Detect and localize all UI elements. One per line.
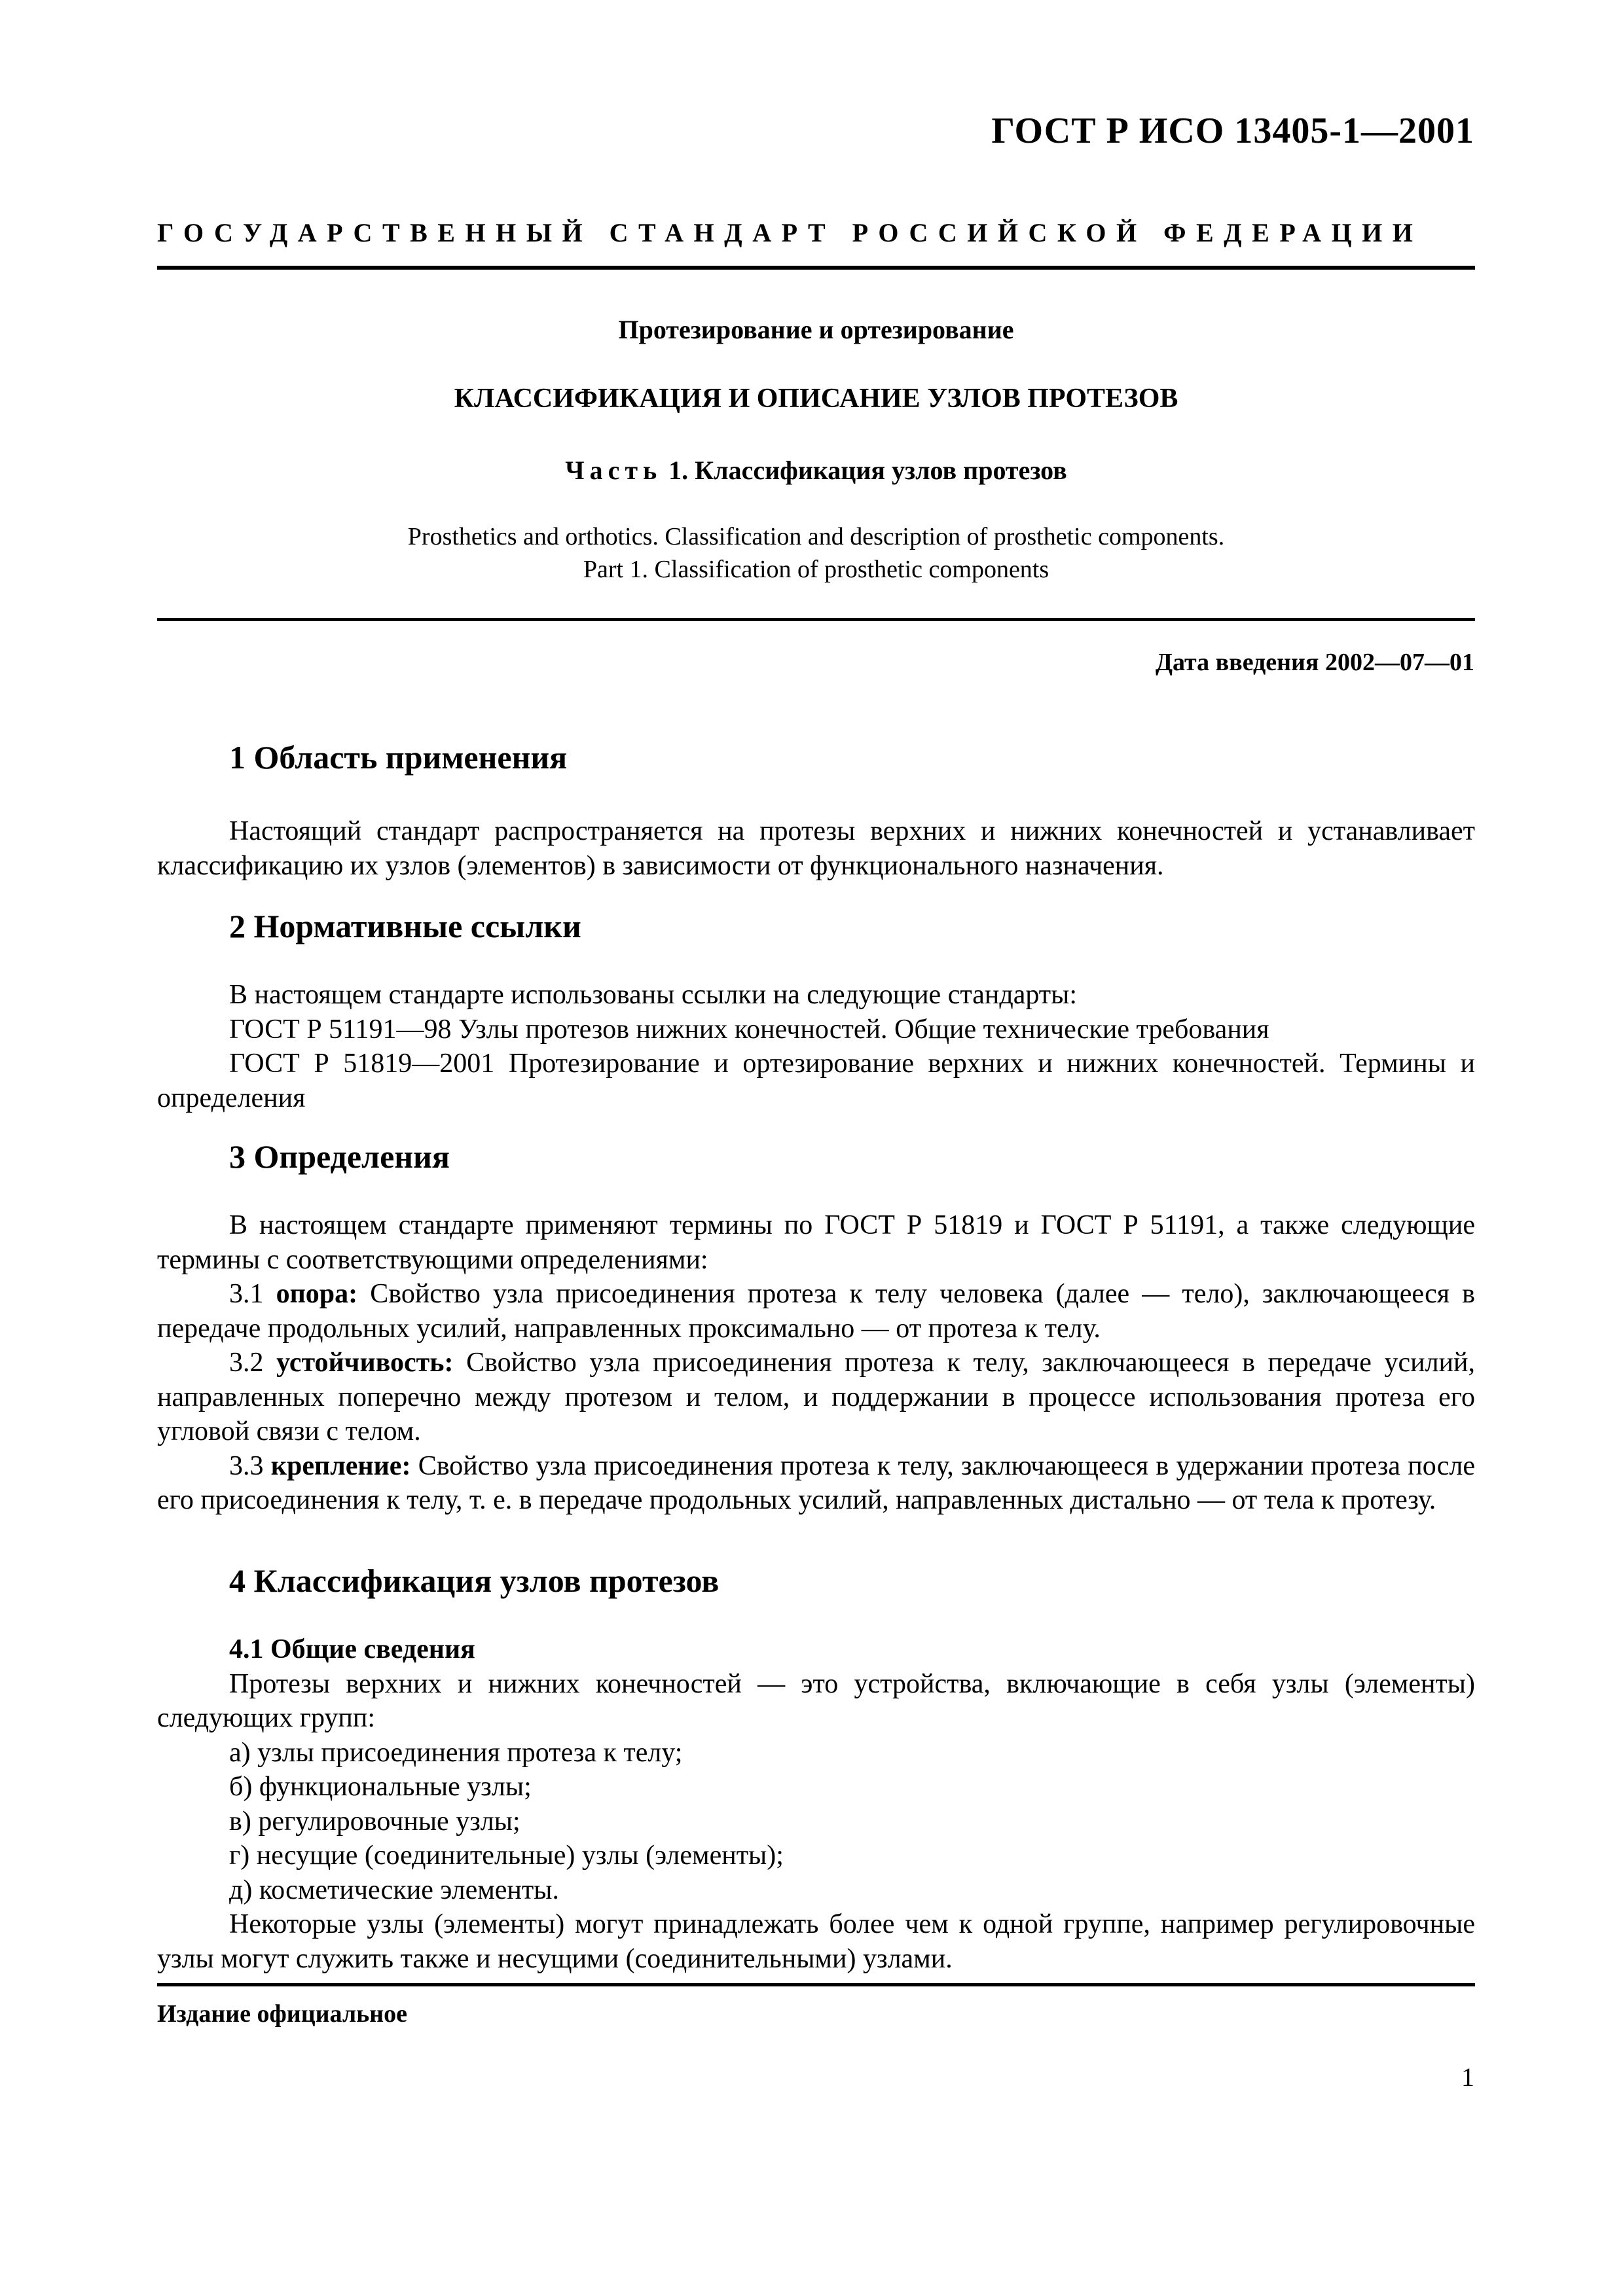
definition-3-2 <box>157 1346 1475 1449</box>
section-3-body <box>157 1208 1475 1518</box>
list-item: в) регулировочные узлы; <box>229 1806 520 1837</box>
definition-3-1-term: опора: <box>276 1279 358 1309</box>
section-4-heading: 4 Классификация узлов протезов <box>229 1562 720 1599</box>
section-4-note: Некоторые узлы (элементы) могут принадлежать более чем к одной группе, например регулировочные узлы могут служить также и несущими (соединительными) узлами. <box>157 1909 1475 1974</box>
document-number: ГОСТ Р ИСО 13405-1—2001 <box>991 111 1474 151</box>
top-rule <box>157 266 1475 270</box>
section-2-heading: 2 Нормативные ссылки <box>229 908 581 944</box>
list-item: г) несущие (соединительные) узлы (элементы); <box>229 1840 784 1871</box>
subject-title: Протезирование и ортезирование <box>618 315 1014 344</box>
introduction-date: Дата введения 2002—07—01 <box>1155 649 1474 676</box>
section-1-body <box>157 814 1475 883</box>
part-title-text: 1. Классификация узлов протезов <box>668 456 1067 485</box>
definition-3-1 <box>157 1277 1475 1346</box>
definition-3-3-term: крепление: <box>270 1450 411 1481</box>
section-2-intro: В настоящем стандарте использованы ссылки на следующие стандарты: <box>229 980 1078 1010</box>
section-4-body <box>157 1632 1475 1976</box>
definition-3-1-text: Свойство узла присоединения протеза к телу человека (далее — тело), заключающееся в передаче продольных усилий, направленных проксимально — от протеза к телу. <box>157 1279 1476 1344</box>
list-item: б) функциональные узлы; <box>229 1772 532 1802</box>
definition-3-3 <box>157 1449 1475 1518</box>
section-2-body <box>157 978 1475 1115</box>
list-item: д) косметические элементы. <box>229 1874 559 1905</box>
page-number: 1 <box>1461 2062 1474 2092</box>
definition-3-3-text: Свойство узла присоединения протеза к телу, заключающееся в удержании протеза после его присоединения к телу, т. е. в передаче продольных усилий, направленных дистально — от тела к протезу. <box>157 1450 1476 1515</box>
english-title-line-1: Prosthetics and orthotics. Classification and description of prosthetic components. <box>407 523 1225 550</box>
footer-rule <box>157 1983 1475 1986</box>
section-4-intro: Протезы верхних и нижних конечностей — это устройства, включающие в себя узлы (элементы) следующих групп: <box>157 1668 1475 1733</box>
subsection-4-1-heading: 4.1 Общие сведения <box>229 1634 475 1664</box>
definition-3-2-term: устойчивость: <box>276 1348 454 1378</box>
definition-3-3-number: 3.3 <box>229 1450 264 1481</box>
definition-3-2-number: 3.2 <box>229 1348 264 1378</box>
reference-2: ГОСТ Р 51819—2001 Протезирование и ортезирование верхних и нижних конечностей. Термины и определения <box>157 1049 1475 1113</box>
title-rule <box>157 618 1475 621</box>
section-3-intro: В настоящем стандарте применяют термины по ГОСТ Р 51819 и ГОСТ Р 51191, а также следующие термины с соответствующими определениями: <box>157 1210 1475 1275</box>
part-word: Часть <box>565 456 663 485</box>
definition-3-1-number: 3.1 <box>229 1279 264 1309</box>
reference-1: ГОСТ Р 51191—98 Узлы протезов нижних конечностей. Общие технические требования <box>229 1014 1269 1045</box>
list-item: а) узлы присоединения протеза к телу; <box>229 1737 683 1768</box>
part-title <box>157 455 1475 486</box>
section-1-text: Настоящий стандарт распространяется на протезы верхних и нижних конечностей и устанавливает классификацию их узлов (элементов) в зависимости от функционального назначения. <box>157 816 1475 881</box>
english-title <box>157 520 1475 586</box>
english-title-line-2: Part 1. Classification of prosthetic components <box>583 556 1049 583</box>
definition-3-2-text: Свойство узла присоединения протеза к телу, заключающееся в передаче усилий, направленных поперечно между протезом и телом, и поддержании в процессе использования протеза его угловой связи с телом. <box>157 1348 1476 1446</box>
main-title: КЛАССИФИКАЦИЯ И ОПИСАНИЕ УЗЛОВ ПРОТЕЗОВ <box>454 384 1178 414</box>
state-standard-title: ГОСУДАРСТВЕННЫЙ СТАНДАРТ РОССИЙСКОЙ ФЕДЕРАЦИИ <box>157 218 1423 247</box>
section-1-heading: 1 Область применения <box>229 739 568 776</box>
edition-label: Издание официальное <box>157 2000 408 2028</box>
section-3-heading: 3 Определения <box>229 1138 450 1175</box>
